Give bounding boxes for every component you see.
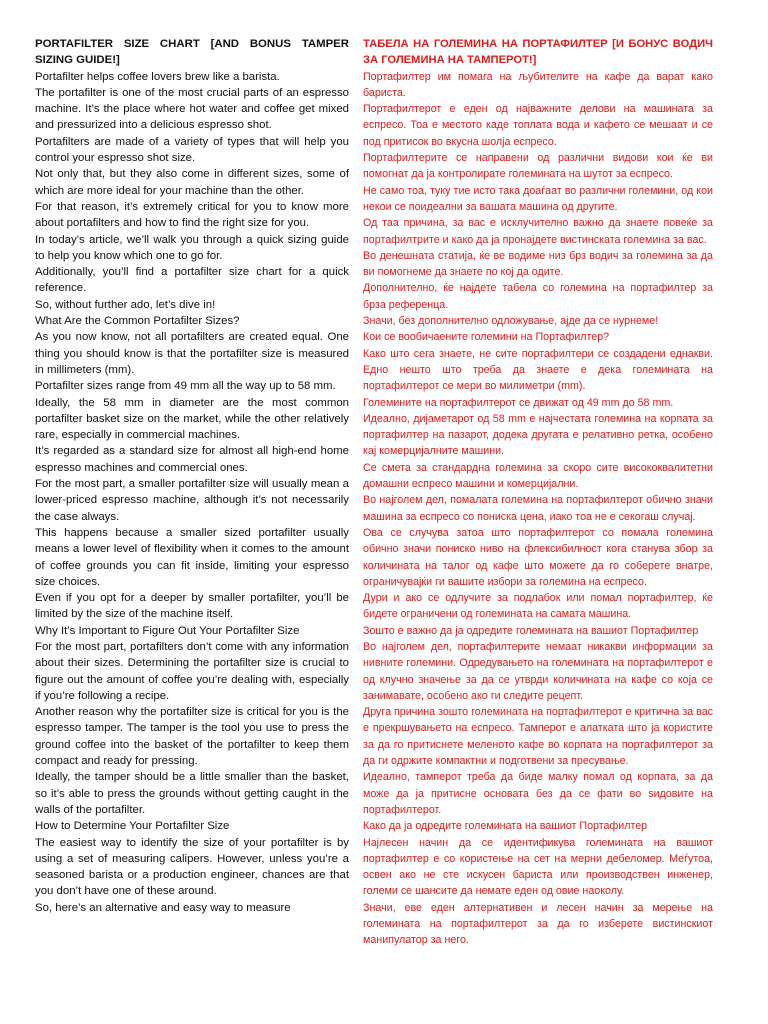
macedonian-paragraph: Како што сега знаете, не сите портафилтери се создадени еднакви. Едно нешто што треба да знаете е дека големината на портафилтерот се мери во милиметри (mm).	[363, 347, 713, 393]
macedonian-paragraph: Дополнително, ќе најдете табела со големина на портафилтер за брза референца.	[363, 282, 713, 311]
english-paragraph: Not only that, but they also come in different sizes, some of which are more ideal for your machine than the other.	[35, 168, 349, 197]
english-paragraph: As you now know, not all portafilters are created equal. One thing you should know is that the portafilter size is measured in millimeters (mm).	[35, 331, 349, 376]
english-paragraph: Ideally, the tamper should be a little smaller than the basket, so it’s able to press the grounds without getting caught in the walls of the portafilter.	[35, 771, 349, 816]
english-paragraph: Another reason why the portafilter size is critical for you is the espresso tamper. The tamper is the tool you use to press the ground coffee into the basket of the portafilter to keep them compact and ready for pressing.	[35, 706, 349, 768]
macedonian-paragraph: Друга причина зошто големината на портафилтерот е критична за вас е прекршувањето на еспресо. Тамперот е алатката што ја користите за да го притиснете меленото кафе во корпата на портафилтерот за да ги одржите компактни и подготвени за пресување.	[363, 706, 713, 768]
english-paragraph: So, without further ado, let’s dive in!	[35, 298, 216, 311]
english-heading: What Are the Common Portafilter Sizes?	[35, 315, 240, 328]
macedonian-paragraph: Ова се случува затоа што портафилтерот со помала големина обично значи пониско ниво на флексибилност кога станува збор за количината на талог од кафе што можете да го соберете внатре, ограничувајќи ги вашите избори за големина на еспресо.	[363, 526, 713, 588]
macedonian-heading: Кои се вообичаените големини на Портафилтер?	[363, 331, 610, 344]
english-paragraph: For that reason, it’s extremely critical for you to know more about portafilters and how to find the right size for you.	[35, 200, 349, 230]
macedonian-paragraph: Портафилтер им помага на љубителите на кафе да варат како бариста.	[363, 70, 713, 99]
macedonian-heading: Зошто е важно да ја одредите големината на вашиот Портафилтер	[363, 624, 699, 637]
macedonian-paragraph: Од таа причина, за вас е исклучително важно да знаете повеќе за портафилтрите и како да ја пронајдете вистинската големина за вас.	[363, 217, 713, 246]
english-paragraph: For the most part, a smaller portafilter size will usually mean a lower-priced espresso machine, although it’s not necessarily the case always.	[35, 478, 349, 523]
macedonian-paragraph: Значи, без дополнително одложување, ајде да се нурнеме!	[363, 315, 659, 328]
macedonian-paragraph: Во најголем дел, помалата големина на портафилтерот обично значи машина за еспресо со пониска цена, иако тоа не е секогаш случај.	[363, 494, 713, 523]
macedonian-paragraph: Не само тоа, туку тие исто така доаѓаат во различни големини, од кои некои се поидеални за вашата машина од другите.	[363, 184, 713, 213]
english-paragraph: Even if you opt for a deeper by smaller portafilter, you’ll be limited by the size of the machine itself.	[35, 592, 349, 621]
english-paragraph: Ideally, the 58 mm in diameter are the most common portafilter basket size on the market, while the other relatively rare, especially in commercial machines.	[35, 396, 349, 442]
macedonian-column	[363, 36, 713, 949]
macedonian-paragraph: Идеално, тамперот треба да биде малку помал од корпата, за да може да ја притисне основата без да се фати во ѕидовите на портафилтерот.	[363, 771, 713, 816]
macedonian-heading: Како да ја одредите големината на вашиот Портафилтер	[363, 820, 648, 833]
macedonian-paragraph: Големините на портафилтерот се движат од 49 mm до 58 mm.	[363, 396, 674, 409]
english-paragraph: Portafilter helps coffee lovers brew like a barista.	[35, 70, 280, 83]
english-paragraph: Additionally, you’ll find a portafilter size chart for a quick reference.	[35, 266, 349, 295]
macedonian-paragraph: Во најголем дел, портафилтерите немаат никакви информации за нивните големини. Одредувањето на големината на портафилтерот е од клучно значење за да се утврди количината на кафе со која се занимавате, особено ако ги следите рецепт.	[363, 640, 713, 702]
english-paragraph: This happens because a smaller sized portafilter usually means a lower level of flexibility when it comes to the amount of coffee grounds you can fit inside, limiting your espresso size choices.	[35, 526, 349, 588]
macedonian-paragraph: Се смета за стандардна големина за скоро сите висококвалитетни домашни еспресо машини и комерцијални.	[363, 461, 713, 491]
english-paragraph: The easiest way to identify the size of your portafilter is by using a set of measuring calipers. However, unless you’re a seasoned barista or a production engineer, chances are that you don’t have one of these around.	[35, 836, 349, 898]
macedonian-title: ТАБЕЛА НА ГОЛЕМИНА НА ПОРТАФИЛТЕР [И БОНУС ВОДИЧ ЗА ГОЛЕМИНА НА ТАМПЕРОТ!]	[363, 38, 713, 67]
macedonian-paragraph: Дури и ако се одлучите за подлабок или помал портафилтер, ќе бидете ограничени од големината на самата машина.	[363, 592, 713, 621]
english-paragraph: It’s regarded as a standard size for almost all high-end home espresso machines and commercial ones.	[35, 445, 349, 474]
english-paragraph: The portafilter is one of the most crucial parts of an espresso machine. It’s the place where hot water and coffee get mixed and pressurized into a delicious espresso shot.	[35, 86, 349, 132]
macedonian-paragraph: Идеално, дијаметарот од 58 mm е најчестата големина на корпата за портафилтер на пазарот, додека другата е релативно ретка, особено кај комерцијалните машини.	[363, 412, 713, 458]
english-paragraph: Portafilters are made of a variety of types that will help you control your espresso shot size.	[35, 135, 349, 165]
macedonian-paragraph: Во денешната статија, ќе ве водиме низ брз водич за големина за да ви помогнеме да знаете по кој да одите.	[363, 249, 713, 279]
english-title: PORTAFILTER SIZE CHART [AND BONUS TAMPER SIZING GUIDE!]	[35, 38, 349, 67]
english-column	[35, 36, 349, 916]
macedonian-paragraph: Портафилтерот е еден од најважните делови на машината за еспресо. Тоа е местото каде топлата вода и кафето се мешаат и се под притисок во вкусна шолја еспресо.	[363, 103, 713, 148]
macedonian-paragraph: Портафилтерите се направени од различни видови кои ќе ви помогнат да ја контролирате големината на шутот за еспресо.	[363, 152, 713, 181]
macedonian-paragraph: Значи, еве еден алтернативен и лесен начин за мерење на големината на портафилтерот за да го изберете вистинскиот манипулатор за него.	[363, 901, 713, 947]
english-paragraph: So, here’s an alternative and easy way to measure	[35, 901, 291, 914]
english-heading: How to Determine Your Portafilter Size	[35, 820, 230, 833]
english-paragraph: In today’s article, we’ll walk you through a quick sizing guide to help you know which one to go for.	[35, 233, 349, 262]
english-paragraph: Portafilter sizes range from 49 mm all the way up to 58 mm.	[35, 380, 336, 393]
english-heading: Why It’s Important to Figure Out Your Portafilter Size	[35, 624, 300, 637]
macedonian-paragraph: Најлесен начин да се идентификува големината на вашиот портафилтер е со користење на сет на мерни дебеломер. Меѓутоа, освен ако не сте искусен бариста или производствен инженер, големи се шансите да немате еден од овие наоколу.	[363, 836, 713, 898]
english-paragraph: For the most part, portafilters don’t come with any information about their sizes. Determining the portafilter size is crucial to figure out the amount of coffee you’re dealing with, especially if you’re following a recipe.	[35, 640, 349, 702]
